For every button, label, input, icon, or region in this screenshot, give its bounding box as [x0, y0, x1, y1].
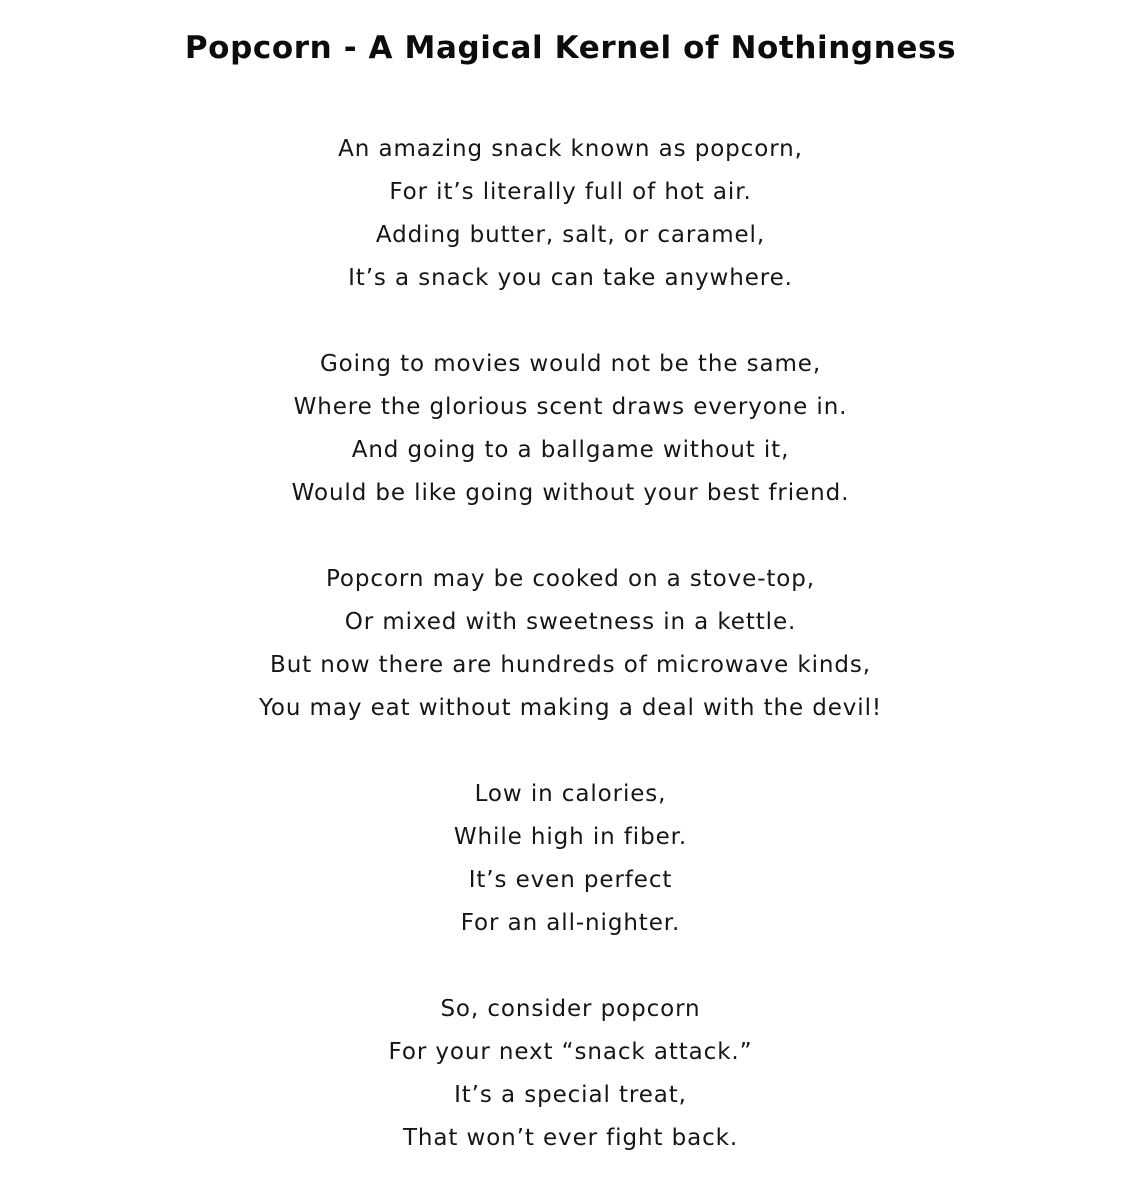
poem-body	[0, 128, 1141, 1160]
stanza-3	[0, 558, 1141, 730]
poem-line: While high in fiber.	[453, 824, 688, 850]
poem-line: It’s a special treat,	[454, 1082, 687, 1108]
poem-line: For an all-nighter.	[460, 910, 681, 936]
poem-line: Low in calories,	[474, 781, 667, 807]
poem-line: And going to a ballgame without it,	[351, 437, 790, 463]
poem-line: It’s even perfect	[468, 867, 673, 893]
poem-title: Popcorn - A Magical Kernel of Nothingness	[184, 30, 957, 66]
stanza-5	[0, 988, 1141, 1160]
poem-line: An amazing snack known as popcorn,	[338, 136, 803, 162]
poem-line: Adding butter, salt, or caramel,	[375, 222, 766, 248]
poem-line: Where the glorious scent draws everyone in.	[293, 394, 848, 420]
poem-line: But now there are hundreds of microwave kinds,	[270, 652, 871, 678]
poem-line: Or mixed with sweetness in a kettle.	[344, 609, 797, 635]
stanza-1	[0, 128, 1141, 300]
poem-line: So, consider popcorn	[440, 996, 701, 1022]
poem-line: You may eat without making a deal with the devil!	[259, 695, 882, 721]
poem-line: Would be like going without your best friend.	[291, 480, 850, 506]
poem-line: For it’s literally full of hot air.	[389, 179, 752, 205]
stanza-2	[0, 343, 1141, 515]
poem-line: Going to movies would not be the same,	[319, 351, 822, 377]
stanza-4	[0, 773, 1141, 945]
poem-line: Popcorn may be cooked on a stove-top,	[325, 566, 815, 592]
poem-line: That won’t ever fight back.	[402, 1125, 739, 1151]
poem-line: It’s a snack you can take anywhere.	[348, 265, 793, 291]
poem-line: For your next “snack attack.”	[388, 1039, 753, 1065]
